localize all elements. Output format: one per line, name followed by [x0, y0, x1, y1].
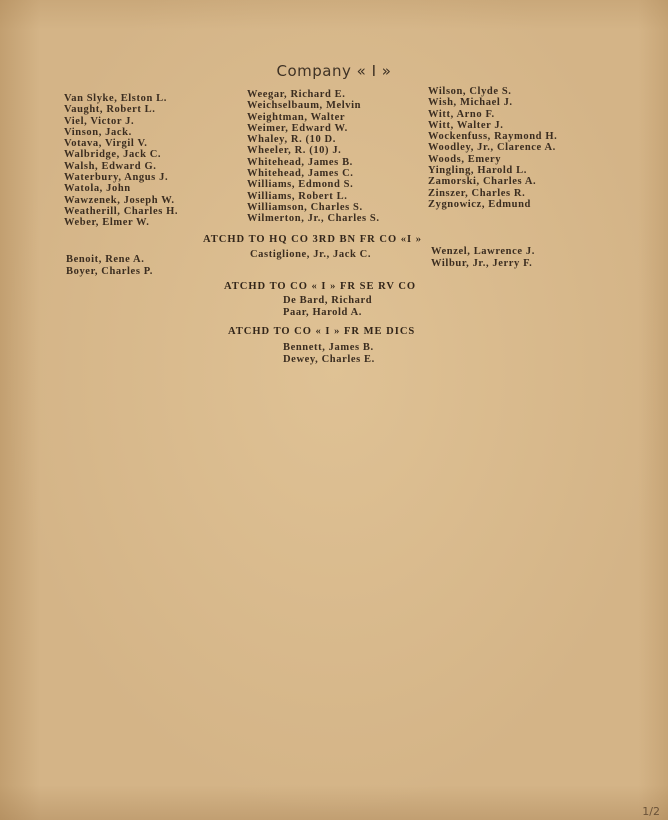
roster-name: Boyer, Charles P. — [66, 266, 154, 277]
roster-name: Van Slyke, Elston L. — [64, 93, 167, 104]
roster-name: Wish, Michael J. — [428, 97, 513, 109]
roster-column-2 — [247, 89, 380, 225]
roster-name: Whitehead, James C. — [247, 168, 354, 180]
roster-name: Zamorski, Charles A. — [428, 176, 537, 188]
attached-hq-right — [431, 246, 535, 270]
roster-name: Wilmerton, Jr., Charles S. — [247, 213, 380, 225]
roster-name: Whitehead, James B. — [247, 156, 353, 168]
attached-medics-names — [283, 342, 375, 366]
roster-name: Wockenfuss, Raymond H. — [428, 131, 558, 143]
roster-name: Wilson, Clyde S. — [428, 86, 512, 97]
roster-name: Votava, Virgil V. — [64, 138, 148, 150]
roster-name: Williamson, Charles S. — [247, 201, 363, 213]
roster-name: Whaley, R. (10 D. — [247, 134, 336, 146]
roster-name: Witt, Arno F. — [428, 108, 495, 120]
roster-name: Waterbury, Angus J. — [64, 172, 169, 184]
roster-name: Watola, John — [64, 183, 131, 195]
roster-name: De Bard, Richard — [283, 295, 373, 306]
attached-hq-left — [66, 254, 153, 278]
roster-name: Zygnowicz, Edmund — [428, 198, 531, 210]
roster-name: Wheeler, R. (10) J. — [247, 145, 342, 157]
roster-name: Weatherill, Charles H. — [64, 205, 179, 217]
roster-name: Weber, Elmer W. — [64, 217, 150, 229]
roster-name: Walbridge, Jack C. — [64, 149, 162, 161]
section-heading-service: ATCHD TO CO « I » FR SE RV CO — [224, 281, 417, 292]
roster-name: Viel, Victor J. — [64, 115, 135, 127]
roster-name: Paar, Harold A. — [283, 307, 363, 318]
roster-name: Weightman, Walter — [247, 111, 346, 123]
roster-column-1 — [64, 93, 178, 229]
roster-name: Weimer, Edward W. — [247, 122, 348, 134]
roster-name: Vinson, Jack. — [64, 126, 132, 138]
attached-hq-center — [250, 249, 371, 261]
roster-name: Vaught, Robert L. — [64, 104, 156, 116]
roster-name: Zinszer, Charles R. — [428, 187, 526, 199]
roster-name: Wawzenek, Joseph W. — [64, 194, 175, 206]
roster-name: Williams, Robert L. — [247, 190, 348, 202]
page-title: Company « I » — [276, 62, 392, 80]
roster-name: Yingling, Harold L. — [428, 165, 527, 177]
roster-name: Weegar, Richard E. — [247, 89, 346, 100]
roster-name: Dewey, Charles E. — [283, 354, 375, 365]
roster-column-3 — [428, 86, 557, 210]
attached-service-names — [283, 295, 372, 319]
roster-name: Bennett, James B. — [283, 342, 374, 353]
section-heading-hq: ATCHD TO HQ CO 3RD BN FR CO «I » — [203, 234, 422, 245]
section-heading-medics: ATCHD TO CO « I » FR ME DICS — [228, 326, 416, 337]
page-mark: 1/2 — [642, 805, 660, 818]
roster-name: Wilbur, Jr., Jerry F. — [431, 258, 533, 269]
roster-name: Wenzel, Lawrence J. — [431, 246, 535, 257]
roster-name: Witt, Walter J. — [428, 119, 504, 131]
roster-name: Castiglione, Jr., Jack C. — [250, 249, 372, 260]
roster-name: Williams, Edmond S. — [247, 179, 354, 191]
roster-name: Woodley, Jr., Clarence A. — [428, 142, 556, 154]
roster-name: Benoit, Rene A. — [66, 254, 145, 265]
roster-name: Woods, Emery — [428, 153, 502, 165]
roster-name: Walsh, Edward G. — [64, 160, 157, 172]
roster-name: Weichselbaum, Melvin — [247, 100, 362, 112]
